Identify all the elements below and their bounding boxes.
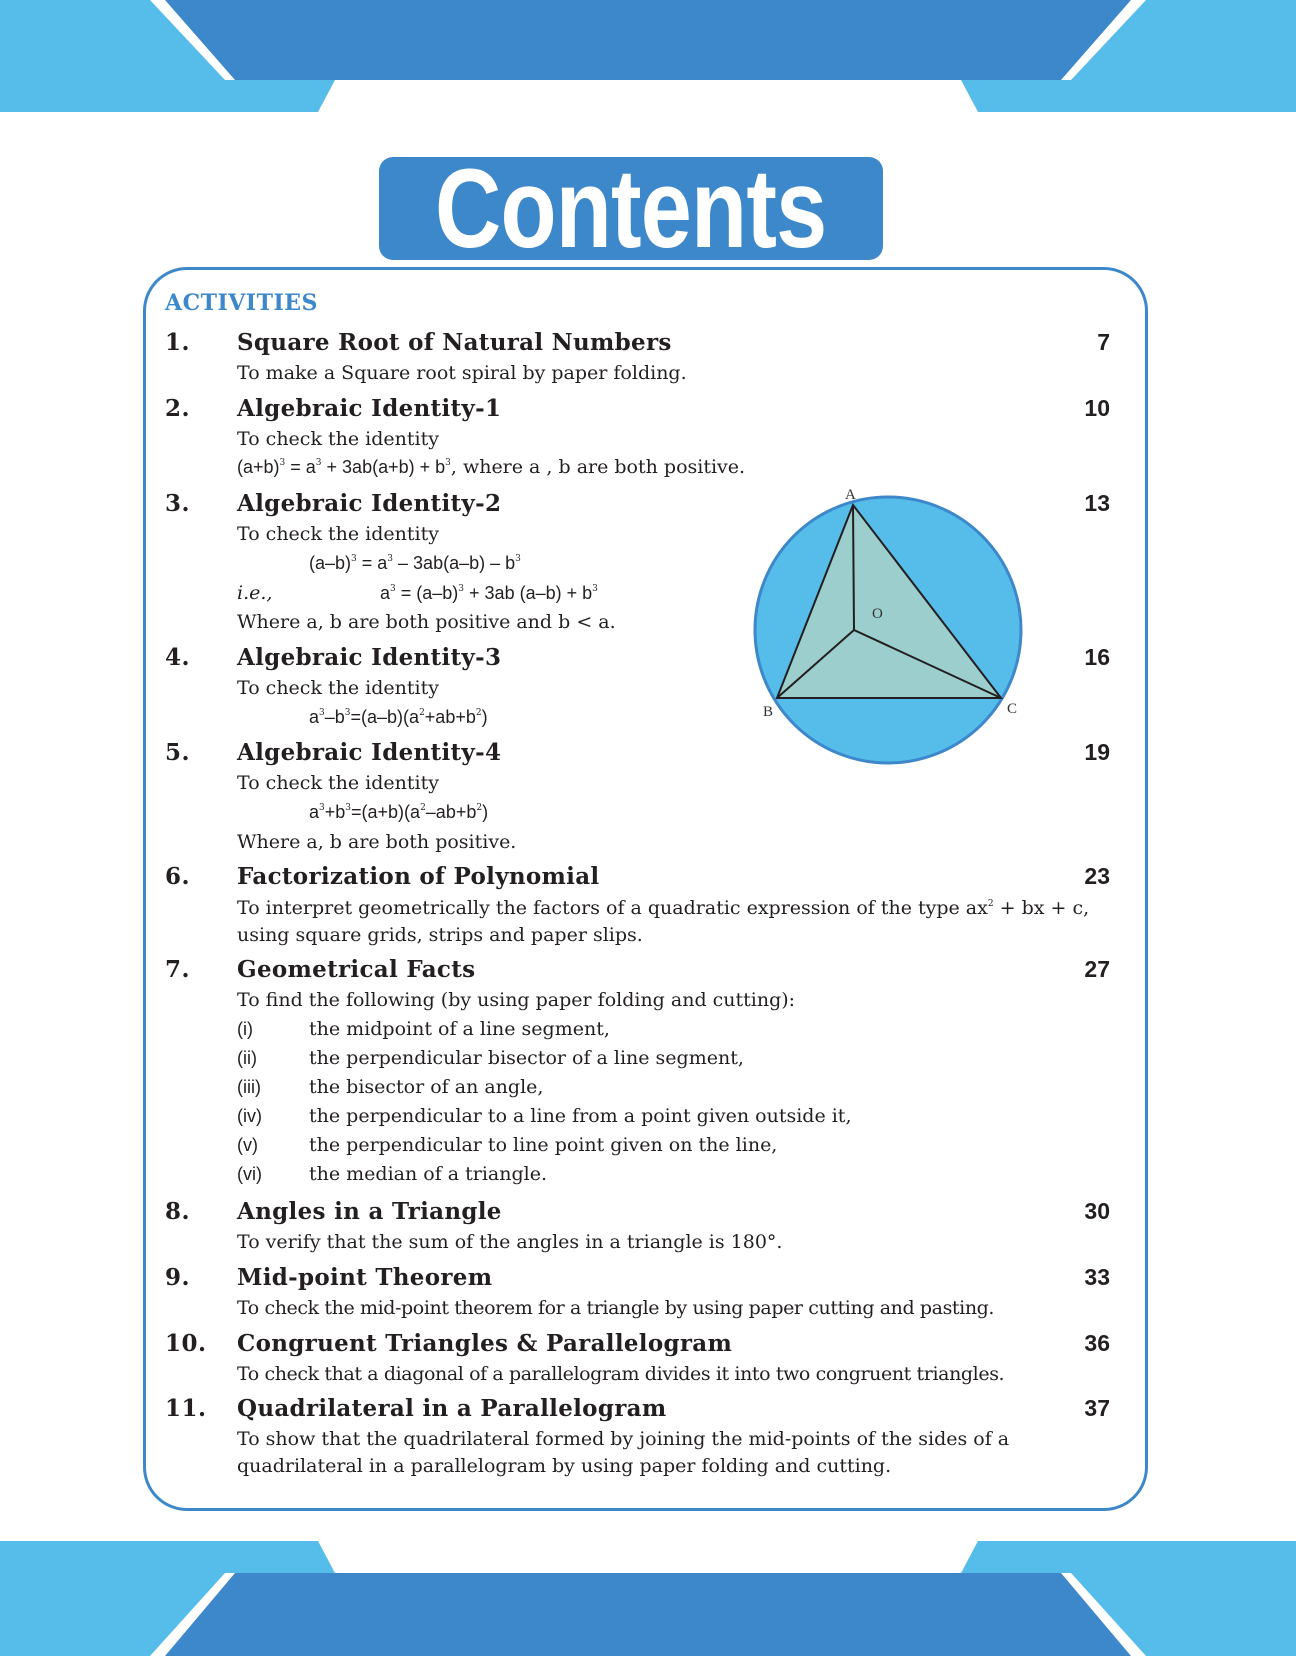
entry-page-number: 19 <box>1084 738 1110 765</box>
entry-number: 11. <box>165 1394 207 1422</box>
identity-formula: $(a+b)^3 = a^3 + 3ab(a+b) + b^3$, where a , b are both positive. <box>237 456 746 478</box>
entry-description: To show that the quadrilateral formed by joining the mid-points of the sides of a quadrilateral in a parallelogram by using paper folding and cutting. <box>237 1428 1010 1477</box>
subitem-label: (i) <box>237 1019 253 1039</box>
contents-title-box <box>379 145 883 271</box>
entry-page-number: 37 <box>1084 1394 1110 1421</box>
entry-page-number: 16 <box>1084 643 1110 670</box>
entry-description-cont: using square grids, strips and paper slips. <box>237 924 643 946</box>
vertex-label-c: C <box>1007 701 1018 717</box>
entry-page-number: 30 <box>1084 1197 1110 1224</box>
center-label-o: O <box>872 606 883 622</box>
subitem-text: the perpendicular to line point given on the line, <box>309 1134 778 1156</box>
entry-description: To find the following (by using paper folding and cutting): <box>237 989 796 1011</box>
toc-entry-8[interactable] <box>165 1196 1110 1226</box>
identity-formula: $a^3-b^3=(a-b)(a^2+ab+b^2)$ <box>309 707 488 727</box>
toc-entry-9[interactable] <box>165 1262 1110 1292</box>
entry-note: Where a, b are both positive and b < a. <box>237 611 616 633</box>
subitem-label: (iii) <box>237 1077 261 1097</box>
entry-page-number: 33 <box>1084 1263 1110 1290</box>
entry-page-number: 13 <box>1084 489 1110 516</box>
toc-entry-6[interactable] <box>165 861 1110 891</box>
subitem-text: the median of a triangle. <box>309 1163 548 1185</box>
entry-description: To verify that the sum of the angles in a triangle is 180°. <box>237 1231 783 1253</box>
subitem-text: the midpoint of a line segment, <box>309 1018 610 1040</box>
entry-number: 9. <box>165 1263 191 1291</box>
section-heading: ACTIVITIES <box>165 290 318 316</box>
toc-entry-11[interactable] <box>165 1393 1110 1423</box>
entry-description: To check the identity <box>237 428 439 450</box>
toc-entry-10[interactable] <box>165 1328 1110 1358</box>
entry-page-number: 27 <box>1084 955 1110 982</box>
identity-formula-alt: $a^3 = (a-b)^3 + 3ab$ $(a-b) + b^3$ <box>380 583 598 603</box>
subitem-label: (ii) <box>237 1048 257 1068</box>
entry-title: Geometrical Facts <box>237 955 476 983</box>
entry-description: To interpret geometrically the factors of a quadratic expression of the type $ax^2$ + bx + c, <box>237 897 1090 919</box>
toc-entry-1[interactable] <box>165 327 1110 357</box>
entry-number: 7. <box>165 955 191 983</box>
entry-page-number: 7 <box>1097 328 1110 355</box>
entry-page-number: 36 <box>1084 1329 1110 1356</box>
entry-note: Where a, b are both positive. <box>237 831 517 853</box>
entry-description: To check the identity <box>237 677 439 699</box>
subitem-text: the bisector of an angle, <box>309 1076 544 1098</box>
entry-description: To check the identity <box>237 523 439 545</box>
entry-number: 10. <box>165 1329 207 1357</box>
toc-entry-2[interactable] <box>165 393 1110 423</box>
toc-entry-7[interactable] <box>165 954 1110 984</box>
entry-number: 6. <box>165 862 191 890</box>
entry-page-number: 10 <box>1084 394 1110 421</box>
subitem-label: (iv) <box>237 1106 262 1126</box>
vertex-label-b: B <box>763 704 774 720</box>
entry-title: Mid-point Theorem <box>237 1263 493 1291</box>
entry-title: Factorization of Polynomial <box>237 862 600 890</box>
entry-number: 1. <box>165 328 191 356</box>
entry-title: Algebraic Identity-4 <box>237 738 502 766</box>
subitem-label: (vi) <box>237 1164 262 1184</box>
vertex-label-a: A <box>845 487 856 503</box>
entry-title: Angles in a Triangle <box>237 1197 502 1225</box>
entry-number: 8. <box>165 1197 191 1225</box>
subitem-text: the perpendicular bisector of a line segment, <box>309 1047 744 1069</box>
bottom-decorative-band <box>0 1541 1296 1656</box>
entry-number: 4. <box>165 643 191 671</box>
subitem-label: (v) <box>237 1135 258 1155</box>
ie-label: i.e., <box>237 582 273 604</box>
subitem-text: the perpendicular to a line from a point given outside it, <box>309 1105 852 1127</box>
entry-title: Algebraic Identity-1 <box>237 394 502 422</box>
page-title: Contents <box>435 145 827 271</box>
entry-description: To check that a diagonal of a parallelogram divides it into two congruent triangles. <box>237 1363 1005 1385</box>
entry-number: 2. <box>165 394 191 422</box>
entry-title: Quadrilateral in a Parallelogram <box>237 1394 667 1422</box>
entry-title: Square Root of Natural Numbers <box>237 328 672 356</box>
identity-formula: $a^3+b^3=(a+b)(a^2-ab+b^2)$ <box>309 802 489 822</box>
entry-number: 3. <box>165 489 191 517</box>
identity-formula: $(a-b)^3 = a^3 - 3ab(a-b) - b^3$ <box>309 553 521 573</box>
top-decorative-band <box>0 0 1296 115</box>
entry-page-number: 23 <box>1084 862 1110 889</box>
triangle-in-circle-diagram <box>745 480 1045 765</box>
entry-description: To check the identity <box>237 772 439 794</box>
entry-title: Congruent Triangles & Parallelogram <box>237 1329 733 1357</box>
entry-description: To check the mid-point theorem for a triangle by using paper cutting and pasting. <box>237 1297 995 1319</box>
entry-number: 5. <box>165 738 191 766</box>
entry-description: To make a Square root spiral by paper folding. <box>237 362 687 384</box>
entry-title: Algebraic Identity-3 <box>237 643 502 671</box>
entry-title: Algebraic Identity-2 <box>237 489 502 517</box>
segment-ao <box>853 505 854 630</box>
